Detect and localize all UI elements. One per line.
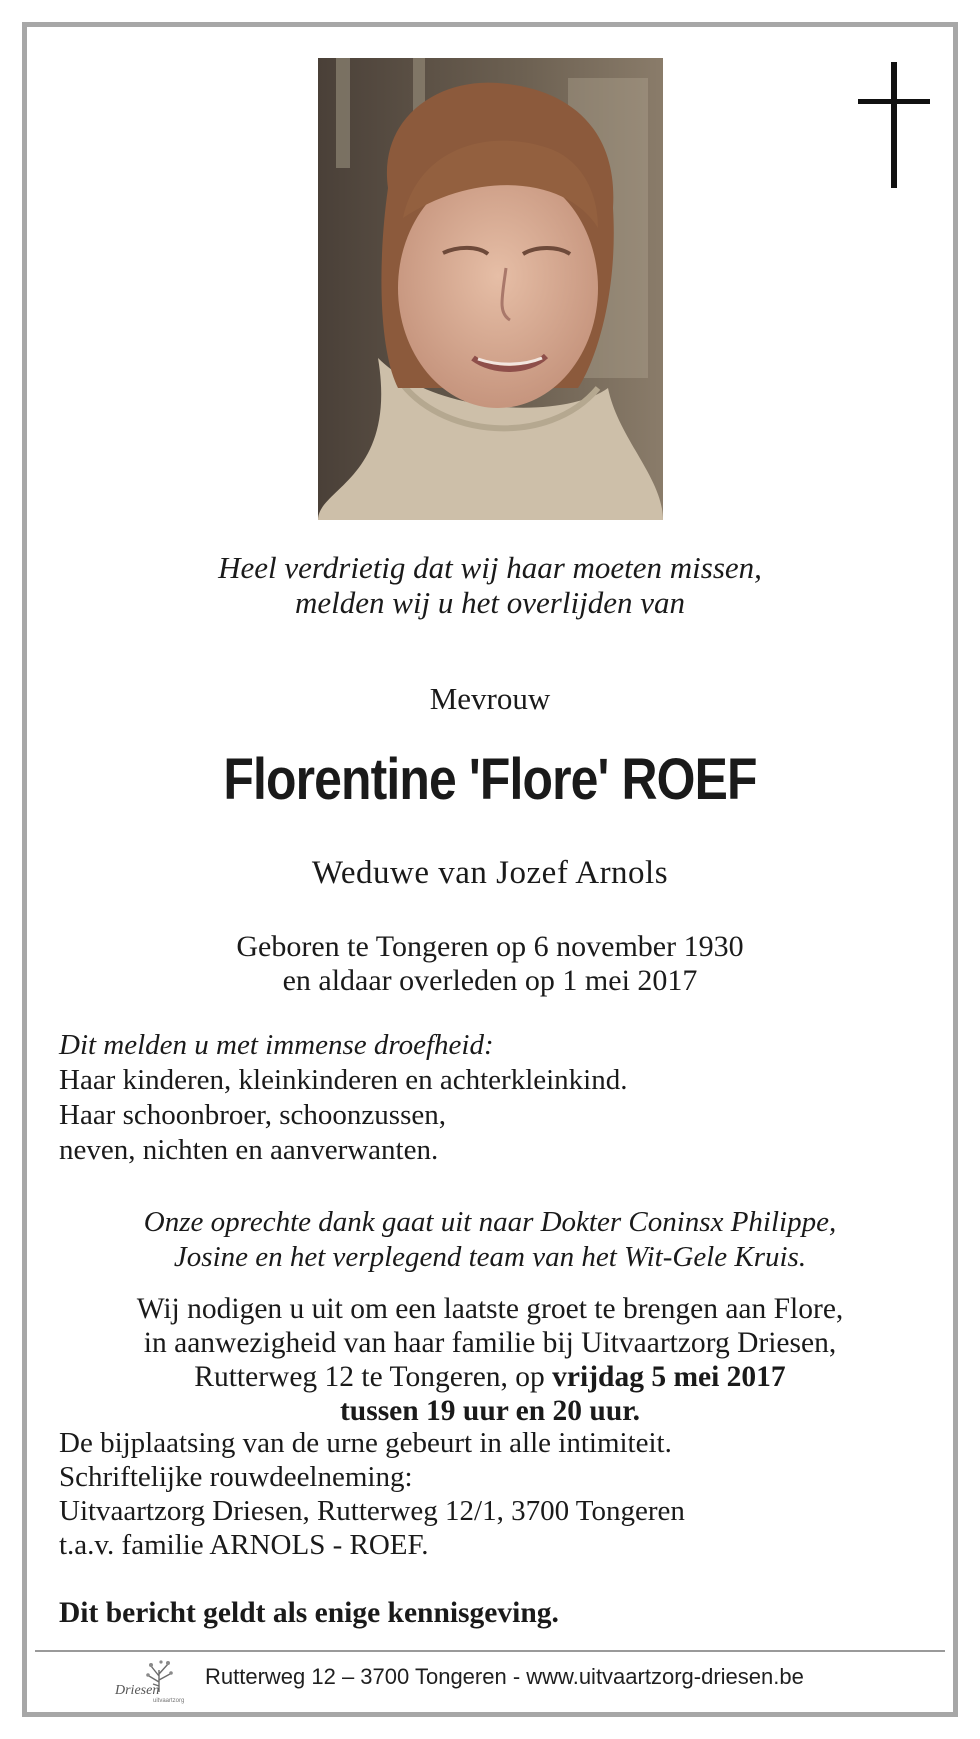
condolence-address: Uitvaartzorg Driesen, Rutterweg 12/1, 3700 Tongeren xyxy=(59,1495,685,1527)
family-lead: Dit melden u met immense droefheid: xyxy=(59,1029,494,1061)
invite-line-3 xyxy=(0,1360,980,1394)
family-line-2: Haar schoonbroer, schoonzussen, xyxy=(59,1099,446,1131)
thanks-line-2: Josine en het verplegend team van het Wit-Gele Kruis. xyxy=(173,1241,807,1273)
thanks-text xyxy=(0,1205,980,1275)
family-line-3: neven, nichten en aanverwanten. xyxy=(59,1134,439,1166)
born-line: Geboren te Tongeren op 6 november 1930 xyxy=(236,930,744,963)
cross-icon xyxy=(858,62,934,188)
intro-text xyxy=(0,550,980,620)
condolence-attention: t.a.v. familie ARNOLS - ROEF. xyxy=(59,1529,429,1561)
invite-date: vrijdag 5 mei 2017 xyxy=(552,1361,786,1393)
thanks-line-1: Onze oprechte dank gaat uit naar Dokter Coninsx Philippe, xyxy=(143,1206,837,1238)
driesen-logo xyxy=(113,1658,193,1706)
tree-logo-icon xyxy=(113,1658,193,1706)
family-announcement xyxy=(59,1028,628,1168)
died-line: en aldaar overleden op 1 mei 2017 xyxy=(282,964,698,997)
invite-line-1: Wij nodigen u uit om een laatste groet te brengen aan Flore, xyxy=(136,1293,844,1325)
footer-divider xyxy=(35,1650,945,1652)
family-line-1: Haar kinderen, kleinkinderen en achterkleinkind. xyxy=(59,1064,628,1096)
intro-line-2: melden wij u het overlijden van xyxy=(295,585,685,620)
portrait-photo xyxy=(318,58,663,520)
notice-text: Dit bericht geldt als enige kennisgeving. xyxy=(59,1597,559,1629)
salutation: Mevrouw xyxy=(429,681,551,716)
intro-line-1: Heel verdrietig dat wij haar moeten missen, xyxy=(218,550,762,585)
logo-text: Driesen xyxy=(115,1683,160,1698)
portrait-photo-icon xyxy=(318,58,663,520)
footer-address: Rutterweg 12 – 3700 Tongeren - www.uitvaartzorg-driesen.be xyxy=(205,1664,804,1689)
invite-time: tussen 19 uur en 20 uur. xyxy=(339,1395,640,1427)
logo-subtext: uitvaartzorg xyxy=(153,1698,185,1704)
widow-of: Weduwe van Jozef Arnols xyxy=(311,855,669,891)
invitation-text xyxy=(0,1292,980,1428)
contact-text xyxy=(59,1426,685,1562)
urn-line: De bijplaatsing van de urne gebeurt in alle intimiteit. xyxy=(59,1427,672,1459)
birth-death-dates xyxy=(0,930,980,998)
invite-address: Rutterweg 12 te Tongeren, op xyxy=(194,1361,553,1393)
condolence-label: Schriftelijke rouwdeelneming: xyxy=(59,1461,413,1493)
deceased-name: Florentine 'Flore' ROEF xyxy=(223,747,757,812)
invite-line-2: in aanwezigheid van haar familie bij Uitvaartzorg Driesen, xyxy=(143,1327,837,1359)
